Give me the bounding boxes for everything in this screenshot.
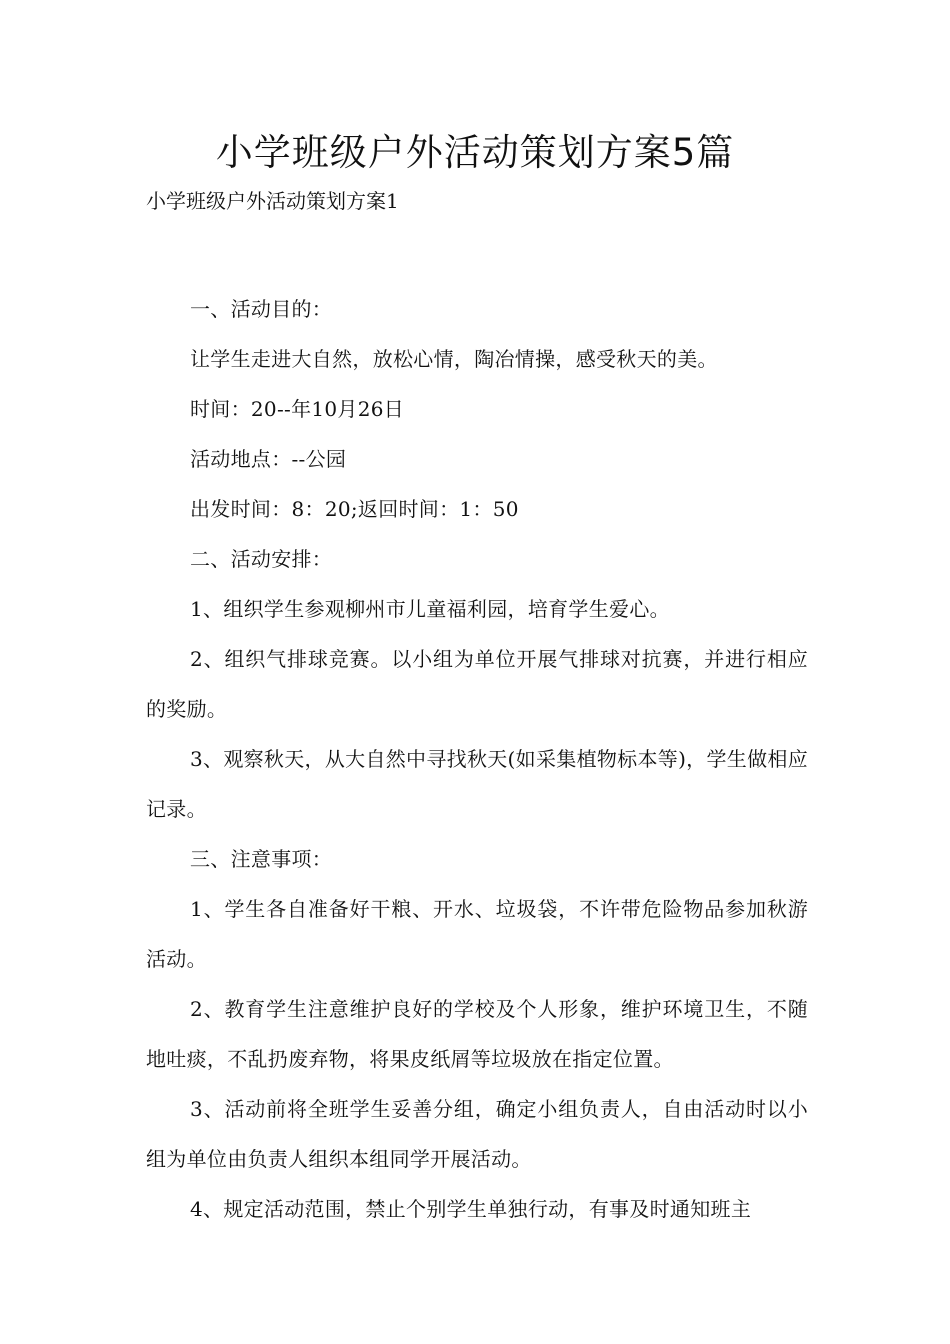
- document-title: 小学班级户外活动策划方案5篇: [215, 131, 735, 174]
- document-body: [146, 284, 808, 1234]
- paragraph-section-3-heading: 三、注意事项：: [190, 847, 333, 871]
- document-subtitle: 小学班级户外活动策划方案1: [146, 189, 399, 213]
- paragraph-section-1-heading: 一、活动目的：: [190, 297, 333, 321]
- paragraph-arrangement-3: 3、观察秋天，从大自然中寻找秋天(如采集植物标本等)，学生做相应记录。: [146, 747, 808, 821]
- paragraph-arrangement-2: 2、组织气排球竞赛。以小组为单位开展气排球对抗赛，并进行相应的奖励。: [146, 647, 808, 721]
- paragraph-note-2: 2、教育学生注意维护良好的学校及个人形象，维护环境卫生，不随地吐痰，不乱扔废弃物，将果皮纸屑等垃圾放在指定位置。: [146, 997, 808, 1071]
- paragraph-location: 活动地点：--公园: [190, 447, 347, 471]
- paragraph-time: 时间：20--年10月26日: [190, 397, 405, 421]
- paragraph-arrangement-1: 1、组织学生参观柳州市儿童福利园，培育学生爱心。: [190, 597, 670, 621]
- paragraph-section-2-heading: 二、活动安排：: [190, 547, 333, 571]
- paragraph-departure-return: 出发时间：8：20;返回时间：1：50: [190, 497, 519, 521]
- paragraph-note-4: 4、规定活动范围，禁止个别学生单独行动，有事及时通知班主: [190, 1197, 752, 1221]
- paragraph-purpose: 让学生走进大自然，放松心情，陶冶情操，感受秋天的美。: [190, 347, 718, 371]
- paragraph-note-1: 1、学生各自准备好干粮、开水、垃圾袋，不许带危险物品参加秋游活动。: [146, 897, 808, 971]
- paragraph-note-3: 3、活动前将全班学生妥善分组，确定小组负责人，自由活动时以小组为单位由负责人组织本组同学开展活动。: [146, 1097, 808, 1171]
